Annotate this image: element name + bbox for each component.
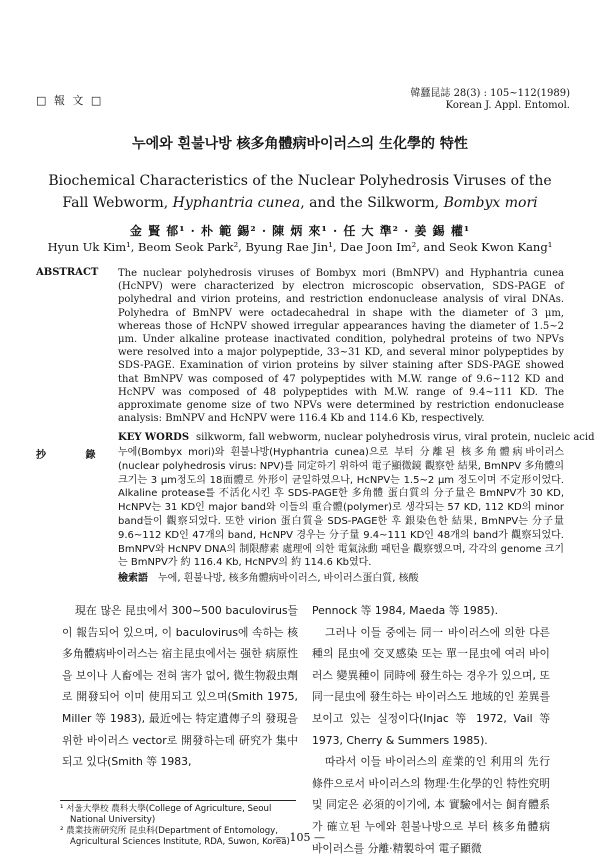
title-species-bm: Bombyx mori	[443, 195, 538, 211]
korean-keywords-text: 누에, 흰불나방, 核多角體病바이러스, 바이러스蛋白質, 核酸	[158, 573, 419, 584]
summary-text: 누에(Bombyx mori)와 흰불나방(Hyphantria cunea)으로 부터 分離된 核多角體病바이러스(nuclear polyhedrosis virus: NPV)를 同定하기 위하여 電子顯微鏡 觀察한 結果, BmNPV 多角體의 크기는 3 μm정도의 18面體로 外形이 균일하였으나, HcNPV는 1.5~2 μm 정도이며 不定形이었다. Alkaline protease를 不活化시킨 후 SDS-PAGE한 多角體 蛋白質의 分子量은 BmNPV가 30 KD, HcNPV는 31 KD인 major band와 이들의 重合體(polymer)로 생각되는 57 KD, 112 KD의 minor band들이 觀察되었다. 또한 virion 蛋白質을 SDS-PAGE한 후 銀染色한 結果, BmNPV는 分子量 9.6~112 KD인 47개의 band, HcNPV 경우는 分子量 9.4~111 KD인 48개의 band가 觀察되었다. BmNPV와 HcNPV DNA의 制限酵素 處理에 의한 電氣泳動 패턴을 觀察했으며, 각각의 genome 크기는 BmNPV가 約 116.4 Kb, HcNPV의 約 114.6 Kb였다.	[118, 447, 564, 569]
title-english-line2	[40, 192, 560, 214]
journal-en: Korean J. Appl. Entomol.	[445, 100, 570, 111]
footnote-divider	[60, 800, 296, 801]
journal-ko: 韓蠶昆誌 28(3) : 105~112(1989)	[410, 88, 570, 99]
title-english-line1: Biochemical Characteristics of the Nuclear Polyhedrosis Viruses of the	[48, 173, 552, 189]
authors-english: Hyun Uk Kim¹, Beom Seok Park², Byung Rae Jin¹, Dae Joon Im², and Seok Kwon Kang¹	[47, 240, 553, 254]
keywords-label: KEY WORDS	[118, 432, 190, 443]
abstract-text: The nuclear polyhedrosis viruses of Bombyx mori (BmNPV) and Hyphantria cunea (HcNPV) were characterized by electron microscopic observation, SDS-PAGE of polyhedral and virion proteins, and restriction endonuclease analysis of viral DNAs. Polyhedra of BmNPV were octadecahedral in shape with the diameter of 3 μm, whereas those of HcNPV showed irregular appearances having the diameter of 1.5~2 μm. Under alkaline protease inactivated condition, polyhedral proteins of two NPVs were resolved into a major polypeptide, 33~31 KD, and several minor polypeptides by SDS-PAGE. Examination of virion proteins by silver staining after SDS-PAGE showed that BmNPV was composed of 47 polypeptides with M.W. range of 9.6~112 KD and HcNPV was composed of 48 polypeptides with M.W. range of 9.4~111 KD. The approximate genome size of two NPVs were determined by restriction endonuclease analysis: BmNPV and HcNPV were 116.4 Kb and 114.6 Kb, respectively.	[118, 268, 564, 425]
authors-korean: 金 賢 郁¹ · 朴 範 錫² · 陳 炳 來¹ · 任 大 準² · 姜 錫 權¹	[129, 224, 471, 238]
korean-keywords	[118, 569, 419, 584]
title-part-a: Fall Webworm,	[62, 195, 173, 211]
title-english	[40, 170, 560, 214]
body-right-paragraph-1: Pennock 等 1984, Maeda 等 1985).	[312, 604, 499, 617]
footnote-2: ² 農業技術硏究所 昆虫科(Department of Entomology, Agricultural Sciences Institute, RDA, Suwon, Korea)	[60, 826, 290, 847]
body-right-paragraph-2: 그러나 이들 중에는 同一 바이러스에 의한 다른 種의 昆虫에 交叉感染 또는 單一昆虫에 여러 바이러스 變異種이 同時에 發生하는 경우가 있으며, 또 同一昆虫에 發生하는 바이러스도 地域的인 差異를 보이고 있는 실정이다(Injac 等 1972, Vail 等 1973, Cherry & Summers 1985).	[312, 625, 550, 747]
title-korean: 누에와 흰불나방 核多角體病바이러스의 生化學的 特性	[132, 136, 468, 152]
keywords-text: silkworm, fall webworm, nuclear polyhedrosis virus, viral protein, nucleic acid	[196, 432, 595, 443]
footnote-1: ¹ 서울大學校 農科大學(College of Agriculture, Seoul National University)	[60, 804, 272, 825]
body-right-paragraph-3: 따라서 이들 바이러스의 産業的인 利用의 先行條件으로서 바이러스의 物理·生化學的인 特性究明 및 同定은 必須的이기에, 本 實驗에서는 飼育體系가 確立된 누에와 흰불나방으로 부터 核多角體病바이러스를 分離·精製하여 電子顯微	[312, 755, 550, 855]
page-number: — 105 —	[275, 831, 325, 844]
summary-label: 抄 錄	[36, 450, 114, 461]
report-category-label: □ 報 文 □	[36, 94, 104, 107]
journal-citation	[410, 88, 570, 112]
title-species-hc: Hyphantria cunea	[172, 195, 301, 211]
body-column-left: 現在 많은 昆虫에서 300~500 baculovirus들이 報告되어 있으며, 이 baculovirus에 속하는 核多角體病바이러스는 宿主昆虫에서는 强한 病原性을 보이나 人畜에는 전혀 害가 없어, 微生物殺虫劑로 開發되어 이미 使用되고 있으며(Smith 1975, Miller 等 1983), 最近에는 特定遺傳子의 發現을 위한 바이러스 vector로 開發하는데 硏究가 集中되고 있다(Smith 等 1983,	[62, 604, 298, 769]
abstract-label: ABSTRACT	[36, 267, 99, 278]
korean-keywords-label: 檢索語	[118, 573, 148, 584]
title-part-c: , and the Silkworm,	[300, 195, 444, 211]
body-column-right	[312, 600, 550, 859]
